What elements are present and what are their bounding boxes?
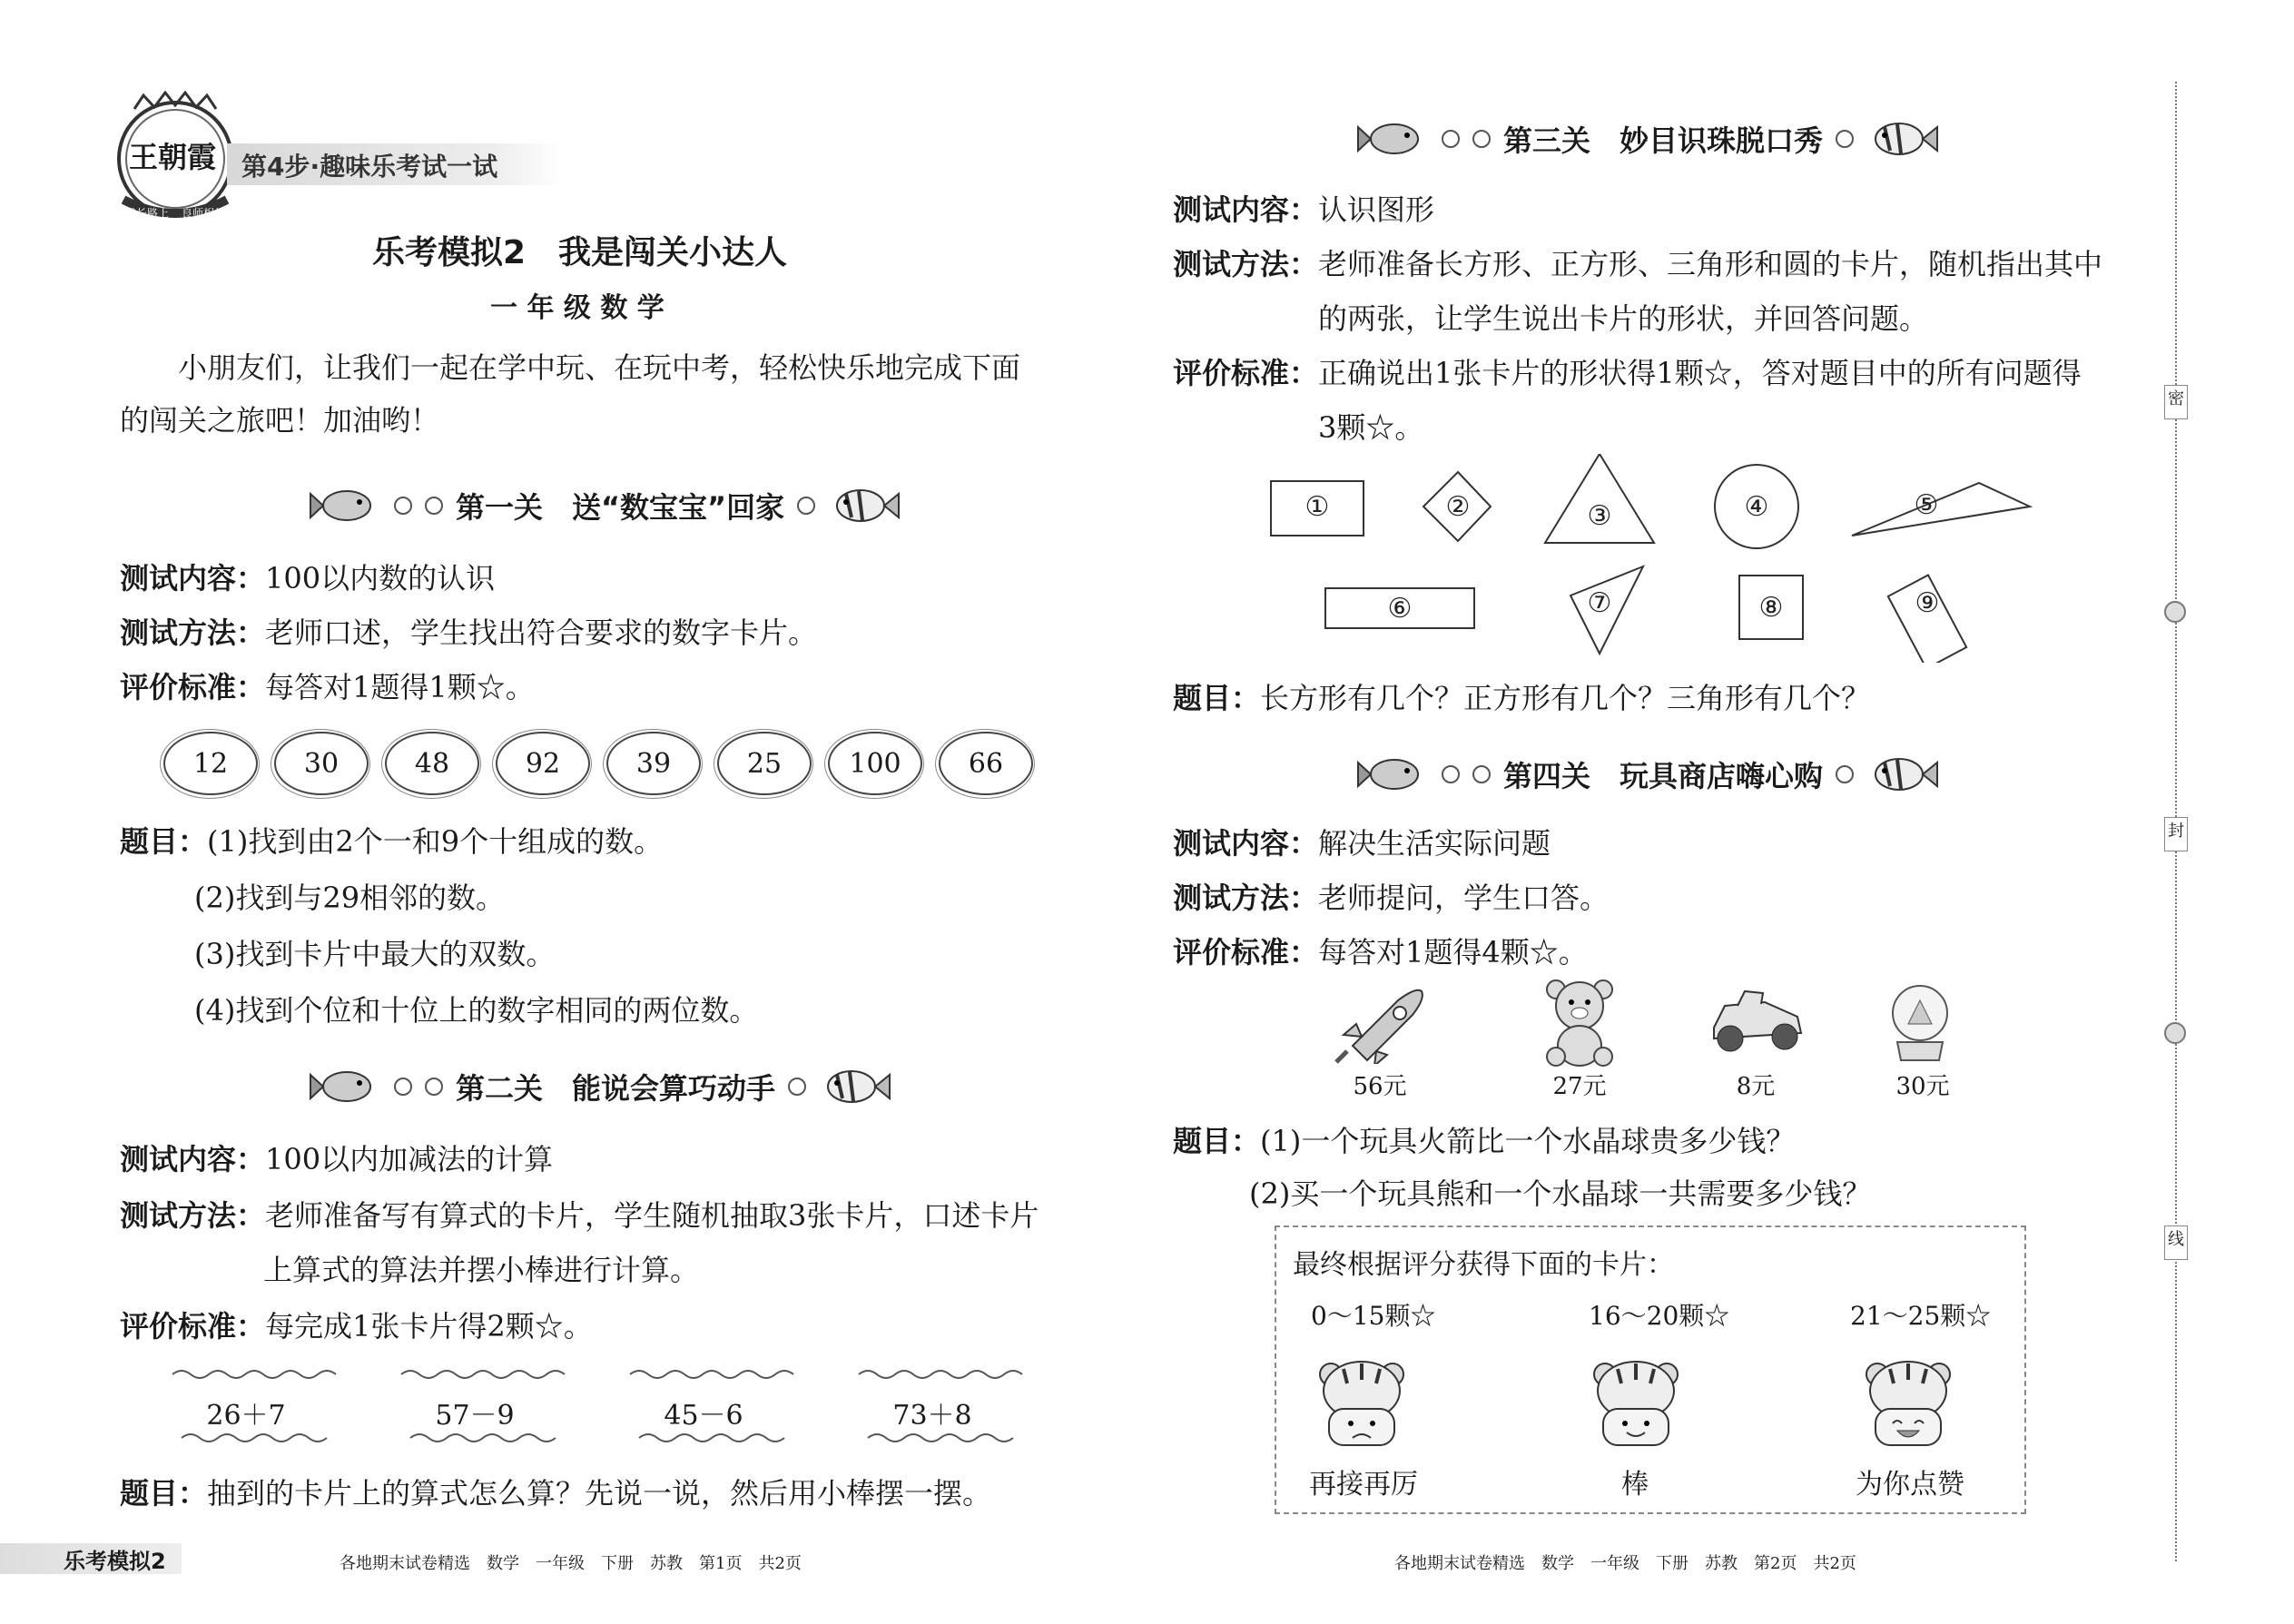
reward-label-1: 再接再厉 — [1309, 1469, 1418, 1501]
teddy-bear-icon — [1543, 977, 1616, 1068]
toy-price: 30元 — [1895, 1073, 1950, 1100]
toy-price: 27元 — [1552, 1073, 1607, 1100]
fish-right-icon — [1866, 752, 1939, 797]
margin-mark-cover: 封 — [2164, 817, 2188, 851]
level3-title: 第三关 妙目识珠脱口秀 — [1503, 123, 1824, 158]
shape-label: ③ — [1587, 500, 1612, 532]
number-card: 39 — [606, 732, 701, 795]
crystal-ball-icon — [1888, 979, 1952, 1066]
level4-question-2: (2)买一个玩具熊和一个水晶球一共需要多少钱？ — [1249, 1176, 1872, 1211]
bubble-icon — [797, 497, 815, 515]
page-subtitle: 一 年 级 数 学 — [490, 292, 665, 324]
level2-method-2: 上算式的算法并摆小棒进行计算。 — [263, 1253, 700, 1287]
footer-left: 各地期末试卷精选 数学 一年级 下册 苏教 第1页 共2页 — [340, 1554, 802, 1573]
number-card: 25 — [717, 732, 812, 795]
footer-right: 各地期末试卷精选 数学 一年级 下册 苏教 第2页 共2页 — [1394, 1554, 1856, 1573]
number-card: 100 — [828, 732, 922, 795]
bubble-icon — [425, 497, 443, 515]
level2-content: 测试内容：100以内加减法的计算 — [120, 1142, 554, 1176]
level1-header — [309, 483, 901, 528]
intro-line-2: 的闯关之旅吧！加油哟！ — [120, 403, 440, 438]
number-card: 30 — [274, 732, 369, 795]
bubble-icon — [425, 1078, 443, 1096]
shape-label: ⑨ — [1915, 587, 1940, 619]
shape-label: ② — [1445, 491, 1471, 523]
binding-hole — [2164, 1022, 2186, 1044]
reward-label-3: 为你点赞 — [1856, 1469, 1964, 1501]
toy-car-icon — [1707, 986, 1807, 1058]
shape-label: ⑧ — [1758, 592, 1784, 624]
bubble-icon — [1442, 130, 1460, 148]
level1-question-3: (3)找到卡片中最大的双数。 — [194, 937, 556, 971]
reward-range-3: 21～25颗☆ — [1850, 1301, 1992, 1331]
margin-mark-line: 线 — [2164, 1225, 2188, 1260]
logo-text: 王朝霞 — [129, 140, 217, 174]
level1-method: 测试方法：老师口述，学生找出符合要求的数字卡片。 — [120, 615, 818, 650]
fish-right-icon — [1866, 116, 1939, 162]
level4-title: 第四关 玩具商店嗨心购 — [1503, 759, 1824, 793]
tiger-happy-icon — [1590, 1356, 1681, 1447]
level1-question-1: 题目：(1)找到由2个一和9个十组成的数。 — [120, 824, 664, 859]
level3-method-2: 的两张，让学生说出卡片的形状，并回答问题。 — [1318, 301, 1929, 336]
level3-criteria-1: 评价标准：正确说出1张卡片的形状得1颗☆，答对题目中的所有问题得 — [1173, 356, 2082, 390]
shape-label: ④ — [1744, 491, 1769, 523]
level3-criteria-2: 3颗☆。 — [1318, 410, 1424, 445]
bubble-icon — [1836, 130, 1854, 148]
shape-cards — [1253, 454, 2052, 663]
logo-motto-left: 成长路上 — [125, 207, 170, 220]
shape-label: ⑥ — [1387, 593, 1413, 625]
fish-left-icon — [1356, 116, 1429, 162]
shape-label: ① — [1305, 491, 1330, 523]
level2-method-1: 测试方法：老师准备写有算式的卡片，学生随机抽取3张卡片，口述卡片 — [120, 1198, 1039, 1233]
fish-right-icon — [828, 483, 901, 528]
level3-content: 测试内容：认识图形 — [1173, 192, 1435, 227]
shape-label: ⑤ — [1914, 489, 1939, 521]
level1-title: 第一关 送“数宝宝”回家 — [456, 490, 785, 525]
level1-content: 测试内容：100以内数的认识 — [120, 561, 496, 595]
level4-header — [1356, 752, 1939, 797]
equation-card: 45－6 — [664, 1400, 743, 1432]
level2-title: 第二关 能说会算巧动手 — [456, 1071, 776, 1106]
bubble-icon — [394, 1078, 412, 1096]
page-title: 乐考模拟2 我是闯关小达人 — [372, 234, 788, 271]
footer-badge: 乐考模拟2 — [64, 1549, 166, 1574]
level3-header — [1356, 116, 1939, 162]
number-card: 12 — [163, 732, 258, 795]
fish-right-icon — [819, 1064, 891, 1109]
level4-content: 测试内容：解决生活实际问题 — [1173, 826, 1551, 861]
binding-hole — [2164, 601, 2186, 623]
level3-method-1: 测试方法：老师准备长方形、正方形、三角形和圆的卡片，随机指出其中 — [1173, 247, 2103, 281]
reward-label-2: 棒 — [1621, 1469, 1649, 1501]
reward-range-1: 0～15颗☆ — [1311, 1301, 1436, 1331]
number-card: 48 — [385, 732, 479, 795]
equation-card: 57－9 — [435, 1400, 515, 1432]
fish-left-icon — [309, 1064, 381, 1109]
tiger-sad-icon — [1316, 1356, 1407, 1447]
bubble-icon — [1472, 130, 1491, 148]
level1-question-2: (2)找到与29相邻的数。 — [194, 881, 506, 915]
rocket-icon — [1334, 982, 1434, 1064]
level4-question-1: 题目：(1)一个玩具火箭比一个水晶球贵多少钱？ — [1173, 1124, 1796, 1158]
toy-price: 8元 — [1736, 1073, 1776, 1100]
level2-question: 题目：抽到的卡片上的算式怎么算？先说一说，然后用小棒摆一摆。 — [120, 1476, 992, 1511]
tiger-thumbs-up-icon — [1863, 1356, 1954, 1447]
fish-left-icon — [1356, 752, 1429, 797]
bubble-icon — [1442, 765, 1460, 783]
logo-motto-right: 良师相伴 — [182, 207, 226, 220]
level1-criteria: 评价标准：每答对1题得1颗☆。 — [120, 670, 535, 704]
number-card: 92 — [496, 732, 590, 795]
shape-label: ⑦ — [1587, 587, 1612, 619]
fish-left-icon — [309, 483, 381, 528]
level4-criteria: 评价标准：每答对1题得4颗☆。 — [1173, 935, 1588, 969]
level2-criteria: 评价标准：每完成1张卡片得2颗☆。 — [120, 1309, 593, 1343]
number-card: 66 — [939, 732, 1033, 795]
step-banner-text: 第4步·趣味乐考试一试 — [241, 152, 498, 182]
equation-card: 26＋7 — [206, 1400, 286, 1432]
level1-question-4: (4)找到个位和十位上的数字相同的两位数。 — [194, 993, 759, 1028]
bubble-icon — [1472, 765, 1491, 783]
level3-question: 题目：长方形有几个？正方形有几个？三角形有几个？ — [1173, 681, 1871, 715]
reward-heading: 最终根据评分获得下面的卡片： — [1293, 1249, 1674, 1281]
level2-header — [309, 1064, 891, 1109]
level4-method: 测试方法：老师提问，学生口答。 — [1173, 881, 1610, 915]
toy-price: 56元 — [1353, 1073, 1407, 1100]
bubble-icon — [1836, 765, 1854, 783]
margin-mark-seal: 密 — [2164, 385, 2188, 419]
reward-range-2: 16～20颗☆ — [1589, 1301, 1730, 1331]
equation-card: 73＋8 — [892, 1400, 972, 1432]
bubble-icon — [788, 1078, 806, 1096]
intro-line-1: 小朋友们，让我们一起在学中玩、在玩中考，轻松快乐地完成下面 — [178, 350, 1021, 385]
shape-triangle-5 — [1852, 483, 2030, 536]
bubble-icon — [394, 497, 412, 515]
